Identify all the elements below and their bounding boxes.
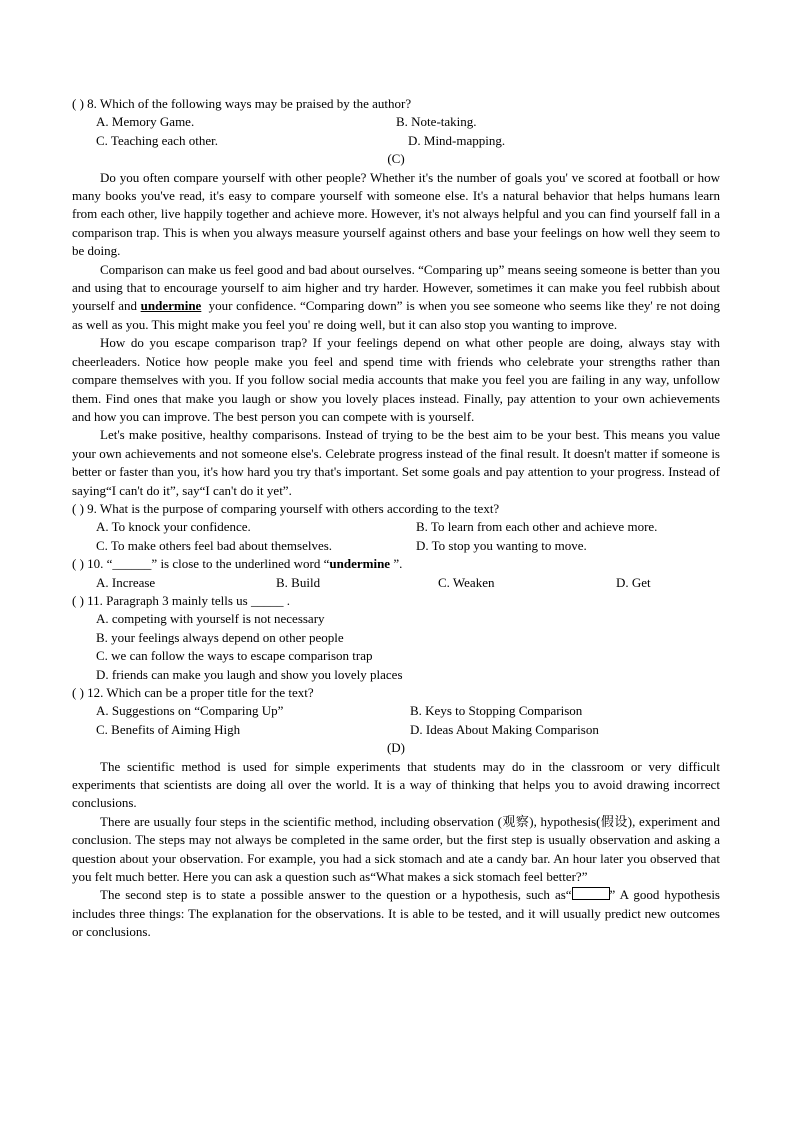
q8-option-b: B. Note-taking. <box>396 114 477 130</box>
section-d-paragraph-2: There are usually four steps in the scientific method, including observation (观察), hypothesis(假设), experiment and conclusion. The steps may not always be completed in the same order, but the first step is usually observation and asking a question about your observation. For example, you had a sick stomach and ate a candy bar. An hour later you observed that you felt much better. Here you can ask a question such as“What makes a sick stomach feel better?” <box>72 813 720 885</box>
q9-option-c: C. To make others feel bad about themselves. <box>96 537 333 553</box>
q9-options-row1 <box>72 518 720 536</box>
section-c-paragraph-4: Let's make positive, healthy comparisons. Instead of trying to be the best aim to be your best. This means you value your own achievements and not someone else's. Celebrate progress instead of the final result. It doesn't matter if someone is better or faster than you, it's how hard you try that's important. Set some goals and pay attention to your progress. Instead of saying“I can't do it”, say“I can't do it yet”. <box>72 427 720 498</box>
q10-stem <box>72 555 720 573</box>
hypothesis-blank-box <box>572 887 610 900</box>
q10-stem-pre: ( ) 10. “______” is close to the underlined word “ <box>72 556 330 572</box>
q11-stem: ( ) 11. Paragraph 3 mainly tells us _____ . <box>72 592 290 608</box>
q10-options-row <box>72 574 720 592</box>
q8-stem: ( ) 8. Which of the following ways may be praised by the author? <box>72 96 412 111</box>
q8-option-c: C. Teaching each other. <box>96 132 218 148</box>
q9-options-row2 <box>72 537 720 555</box>
paragraph-3-part-1: The second step is to state a possible answer to the question or a hypothesis, such as“ <box>100 887 572 903</box>
q11-option-a: A. competing with yourself is not necessary <box>96 611 325 627</box>
paragraph-2-part-1: Comparison can make us feel good and bad about ourselves. “Comparing up” means seeing someone is better than you and using that to encourage yourself to aim higher and try harder. However, sometimes it can make you feel rubbish about yourself and <box>72 261 720 314</box>
section-c-label: (C) <box>387 151 405 167</box>
q8-option-d: D. Mind-mapping. <box>408 132 506 148</box>
q8-option-a: A. Memory Game. <box>96 114 195 130</box>
q10-option-b: B. Build <box>276 574 321 590</box>
q10-stem-post: ”. <box>390 556 403 572</box>
q10-option-d: D. Get <box>616 574 651 590</box>
q9-option-b: B. To learn from each other and achieve more. <box>416 519 658 535</box>
q12-option-b: B. Keys to Stopping Comparison <box>410 703 583 719</box>
underlined-word: undermine <box>140 298 202 314</box>
paragraph-2-part-2: your confidence. “Comparing down” is when you see someone who seems like they' re not doing as well as you. This might make you feel you' re doing well, but it can also stop you wanting to improve. <box>72 298 721 332</box>
q12-option-d: D. Ideas About Making Comparison <box>410 721 599 737</box>
q11-option-c: C. we can follow the ways to escape comparison trap <box>96 648 373 664</box>
section-d-label: (D) <box>386 740 406 756</box>
q8-options-row1 <box>72 113 720 131</box>
q9-option-d: D. To stop you wanting to move. <box>416 537 587 553</box>
q12-options-row1 <box>72 702 720 720</box>
q10-option-a: A. Increase <box>96 574 156 590</box>
q8-options-row2 <box>72 132 720 150</box>
paragraph-3-part-2: ” A good hypothesis includes three things: The explanation for the observations. It is able to be tested, and it will usually predict new outcomes or conclusions. <box>72 887 720 940</box>
q11-option-d: D. friends can make you laugh and show you lovely places <box>96 666 403 682</box>
section-c-paragraph-3: How do you escape comparison trap? If your feelings depend on what other people are doing, always stay with cheerleaders. Notice how people make you feel and spend time with friends who celebrate your strengths rather than compare themselves with you. If you follow social media accounts that make you feel you are failing in any way, unfollow them. Find ones that make you laugh or show you lovely places instead. Finally, pay attention to your own achievements and how you can improve. The best person you can compete with is yourself. <box>72 335 720 424</box>
section-c-paragraph-1: Do you often compare yourself with other people? Whether it's the number of goals you' ve scored at football or how many books you've read, it's easy to compare yourself with someone else. It's a natural behavior that helps humans learn from each other, live happily together and achieve more. However, it's not always helpful and you can find yourself fall in a comparison trap. This is when you always measure yourself against others and base your feelings on how well they seem to be doing. <box>72 169 720 259</box>
q12-option-c: C. Benefits of Aiming High <box>96 721 241 737</box>
q12-option-a: A. Suggestions on “Comparing Up” <box>96 703 284 719</box>
q10-option-c: C. Weaken <box>438 574 495 590</box>
section-d-paragraph-1: The scientific method is used for simple experiments that students may do in the classroom or very difficult experiments that scientists are doing all over the world. It is a way of thinking that helps you to avoid drawing incorrect conclusions. <box>72 758 720 811</box>
section-c-paragraph-2 <box>72 261 720 335</box>
section-d-paragraph-3 <box>72 886 720 941</box>
q12-options-row2 <box>72 721 720 739</box>
q9-option-a: A. To knock your confidence. <box>96 519 251 535</box>
q9-stem: ( ) 9. What is the purpose of comparing yourself with others according to the text? <box>72 500 500 516</box>
q11-option-b: B. your feelings always depend on other people <box>96 629 344 645</box>
worksheet-page <box>72 95 720 942</box>
q10-stem-word: undermine <box>329 556 391 572</box>
q12-stem: ( ) 12. Which can be a proper title for the text? <box>72 685 314 700</box>
